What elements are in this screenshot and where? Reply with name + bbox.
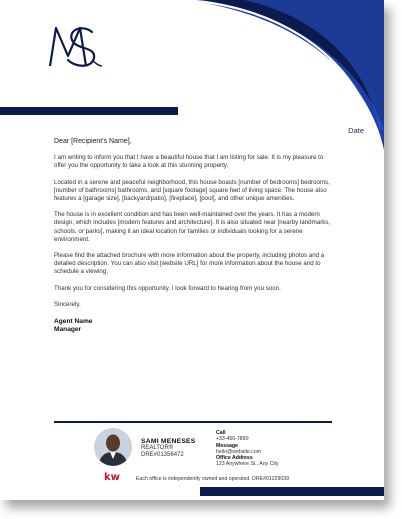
letter-paragraph: The house is in excellent condition and has been well-maintained over the years. It has a modern design, which includes [modern features and architecture]. It is also situated near [nearby landmarks, schools, or parks], making it an ideal location for families or individuals looking for a serene environment. [54,211,331,243]
letter-paragraph: Thank you for considering this opportunity. I look forward to hearing from you soon. [54,284,281,292]
message-label: Message [216,442,238,449]
letter-salutation: Dear [Recipient's Name], [54,138,132,145]
agent-role: REALTOR® [141,445,174,452]
letter-paragraph: Located in a serene and peaceful neighborhood, this house boasts [number of bedrooms] bedrooms, [number of bathrooms] bathrooms, and [square footage] square feet of living space. The house also features a [garage size], [backyard/patio], [fireplace], [pool], and other unique amenities. [54,178,330,203]
kw-brand-logo: kw [104,472,120,483]
office-value: 123 Anywhere St., Any City [216,461,279,468]
letter-paragraph: I am writing to inform you that I have a beautiful house that I am listing for sale. It is my pleasure to offer you the opportunity to take a look at this stunning property. [54,154,324,170]
agent-license: DRE#01356472 [141,452,184,459]
letter-paragraph: Please find the attached brochure with more information about the property, including photos and a detailed description. You can also visit [website URL] for more information about the house and to schedule a viewing. [54,252,325,276]
letter-closing: Sincerely, [54,300,81,308]
agent-name: SAMI MENESES [141,438,196,445]
contact-info [216,430,279,468]
message-value: hello@website.com [216,448,262,455]
letter-body [54,138,334,334]
letter-date: Date [348,126,364,135]
call-value: +33-456-7890 [216,436,249,443]
agent-photo [94,428,132,466]
signature-title: Manager [54,326,82,334]
footer-accent-bar [200,487,384,496]
footer-divider [54,421,332,423]
call-label: Call [216,430,226,436]
footer-disclaimer: Each office is independently owned and operated. DRE#01229039 [136,476,290,482]
agent-info [141,438,196,460]
header-accent-bar [0,107,178,115]
office-label: Office Address [216,455,253,462]
signature-name: Agent Name [54,318,93,326]
monogram-logo-icon [46,22,104,72]
